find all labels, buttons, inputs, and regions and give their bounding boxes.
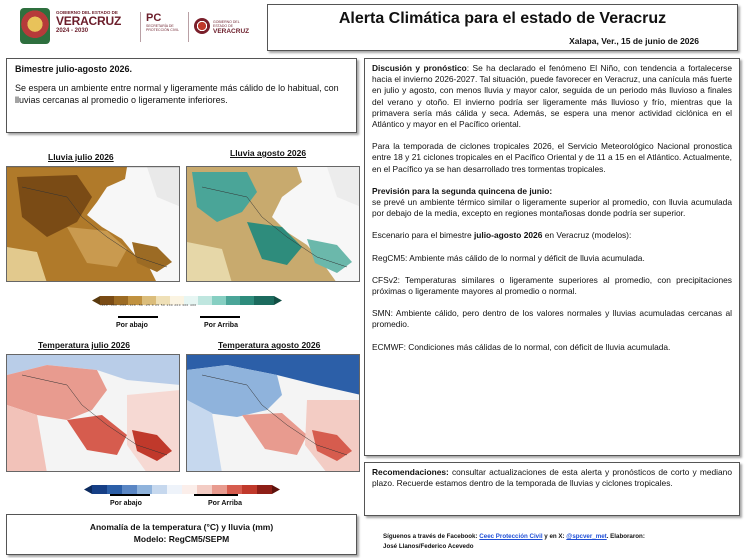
forecast-label: Previsión para la segunda quincena de junio: [372, 185, 553, 196]
rain-july-map-image [7, 167, 180, 282]
bimestre-summary-box [6, 58, 357, 133]
rain-below-label: Por abajo [116, 322, 148, 329]
rain-august-map-image [187, 167, 360, 282]
temp-august-title: Temperatura agosto 2026 [218, 340, 321, 350]
discussion-paragraph [372, 63, 732, 130]
proteccion-civil-logo [146, 12, 186, 32]
recommendations-box [364, 462, 740, 516]
x-link[interactable]: @spcver_met [566, 533, 607, 540]
temp-colorbar-image [84, 485, 280, 494]
rain-below-arrow [118, 316, 158, 318]
logo-divider [140, 12, 141, 42]
rain-july-map [6, 166, 180, 282]
rain-august-title: Lluvia agosto 2026 [230, 148, 307, 158]
ceec-logo [213, 20, 253, 35]
ceec-emblem-icon [194, 18, 210, 34]
temp-july-map-image [7, 355, 180, 472]
temp-july-map [6, 354, 180, 472]
cfsv2-paragraph: CFSv2: Temperaturas similares o ligeramente superiores al promedio, con precipitaciones próximas o ligeramente mayores al promedio o normal. [372, 274, 732, 297]
cyclone-paragraph: Para la temporada de ciclones tropicales 2026, el Servicio Meteorológico Nacional pronostica entre 18 y 21 ciclones tropicales en el Pacífico Oriental y de 11 a 15 en el Atlántico. Actualmente, en el Pacífico ya se han desarrollado tres tormentas tropicales. [372, 141, 732, 174]
temp-above-arrow [194, 494, 238, 496]
logo-divider [188, 12, 189, 42]
footer-credits: Síguenos a través de Facebook: Ceec Protección Civil y en X: @spcver_met. Elaboraron: José Llanos/Federico Acevedo [383, 533, 645, 550]
rain-july-title: Lluvia julio 2026 [48, 152, 114, 162]
gob-years-text: 2024 - 2030 [56, 28, 89, 34]
temp-below-label: Por abajo [110, 500, 142, 507]
temp-august-map [186, 354, 360, 472]
ceec-small-text: GOBIERNO DEL ESTADO DE [213, 20, 240, 28]
regcm5-paragraph: RegCM5: Ambiente más cálido de lo normal y déficit de lluvia acumulada. [372, 252, 645, 263]
discussion-label: Discusión y pronóstico [372, 63, 467, 73]
pc-name-text: PC [146, 12, 162, 24]
temp-colorbar [84, 481, 280, 490]
facebook-link[interactable]: Ceec Protección Civil [479, 533, 543, 540]
issue-date: Xalapa, Ver., 15 de junio de 2026 [569, 36, 699, 46]
forecast-paragraph: se prevé un ambiente térmico similar o ligeramente superior al promedio, con lluvia acumulada por debajo de la media, excepto en regiones montañosas donde podría ser superior. [372, 197, 732, 219]
page-title: Alerta Climática para el estado de Veracruz [338, 10, 667, 27]
rain-colorbar [92, 292, 282, 301]
temp-below-arrow [110, 494, 150, 496]
discussion-box [364, 58, 740, 456]
gob-small-text: GOBIERNO DEL ESTADO DE [56, 10, 118, 15]
anomaly-caption-line2: Modelo: RegCM5/SEPM [133, 534, 230, 544]
scenario-paragraph: Escenario para el bimestre julio-agosto 2026 en Veracruz (modelos): [372, 230, 632, 241]
smn-paragraph: SMN: Ambiente cálido, pero dentro de los valores normales y lluvias acumuladas cercanas al promedio. [372, 308, 732, 330]
authors: José Llanos/Federico Acevedo [383, 543, 474, 550]
gobierno-veracruz-logo [56, 10, 136, 35]
ecmwf-paragraph: ECMWF: Condiciones más cálidas de lo normal, con déficit de lluvia acumulada. [372, 341, 671, 352]
title-box [267, 4, 738, 51]
anomaly-caption-line1: Anomalía de la temperatura (°C) y lluvia (mm) [89, 522, 274, 532]
ceec-name-text: VERACRUZ [213, 28, 250, 35]
rain-above-label: Por Arriba [204, 322, 238, 329]
rain-above-arrow [200, 316, 240, 318]
rain-colorbar-ticks: -400 -300 -200 -100 -50 -25 0 25 50 100 200 300 400 [100, 303, 197, 307]
header-logos [20, 8, 250, 46]
recommendations-text: consultar actualizaciones de esta alerta y pronósticos de corto y mediano plazo. Recuerde estamos dentro de la temporada de lluvias y ciclones tropicales. [372, 467, 732, 489]
discussion-text: : Se ha declarado el fenómeno El Niño, con tendencia a fortalecerse hacia el invierno 2026-2027. Tal situación, puede favorecer en Veracruz, una canícula más fuerte en julio y agosto, con menos lluvia y mayor calor, seguida de un periodo más lluvioso a finales del verano y otoño. El invierno podría ser ligeramente más lluvioso y frío, mientras que la primavera sería más cálida y seca. Además, se espera una menor actividad ciclónica en el Atlántico y mayor en el Pacífico oriental. [372, 63, 732, 130]
temp-july-title: Temperatura julio 2026 [38, 340, 130, 350]
anomaly-caption-box [6, 514, 357, 555]
recommendations-label: Recomendaciones: [372, 467, 449, 477]
temp-august-map-image [187, 355, 360, 472]
veracruz-seal-logo [20, 8, 50, 44]
rain-august-map [186, 166, 360, 282]
temp-above-label: Por Arriba [208, 500, 242, 507]
bimestre-text: Se espera un ambiente entre normal y ligeramente más cálido de lo habitual, con lluvias cercanas al promedio o ligeramente inferiores. [15, 83, 339, 105]
bimestre-title: Bimestre julio-agosto 2026. [15, 64, 133, 74]
recommendations-paragraph [372, 467, 732, 489]
gob-name-text: VERACRUZ [56, 14, 122, 28]
pc-small-text: SECRETARÍA DE PROTECCIÓN CIVIL [146, 24, 180, 32]
